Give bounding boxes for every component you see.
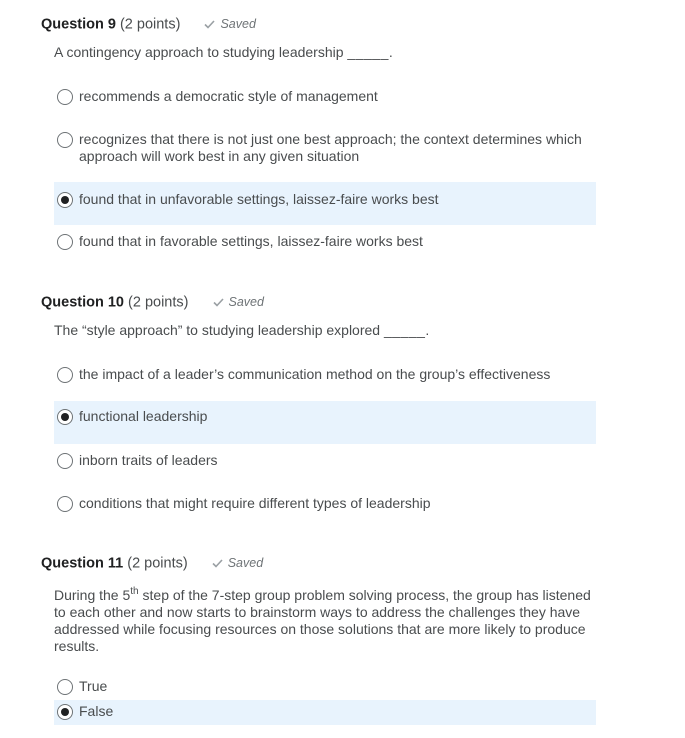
answer-option[interactable] [54,228,596,258]
answer-option[interactable] [54,82,596,112]
option-label: conditions that might require different types of leadership [79,495,431,511]
saved-label: Saved [220,17,256,31]
question-prompt [54,322,599,339]
question-points: (2 points) [119,16,181,33]
prompt-blank: _____. [347,44,394,60]
radio-button[interactable] [57,132,73,148]
question-prompt [54,587,599,655]
question-title: Question 11 [41,555,124,572]
checkmark-icon [204,20,215,29]
checkmark-icon [212,559,223,568]
checkmark-icon [213,298,224,307]
radio-button[interactable] [57,89,73,105]
question-title: Question 9 [41,16,116,33]
answer-option[interactable] [54,125,596,171]
question-header [41,553,263,574]
prompt-text-start: During the 5 [54,587,131,603]
prompt-text: A contingency approach to studying leadership [54,44,344,60]
radio-button[interactable] [57,234,73,250]
option-label: inborn traits of leaders [79,452,218,468]
option-label: found that in favorable settings, laissez-faire works best [79,233,423,249]
option-label: recommends a democratic style of management [79,88,378,104]
answer-option-selected[interactable] [54,182,596,225]
option-label: True [79,678,108,694]
saved-label: Saved [227,556,264,570]
option-label: recognizes that there is not just one best approach; the context determines which approach will work best in any given situation [79,131,582,164]
question-header [41,14,256,35]
answer-option[interactable] [54,489,596,519]
prompt-text: The “style approach” to studying leadership explored [54,322,381,338]
saved-status [204,14,255,34]
answer-option-selected[interactable] [54,401,596,444]
question-title: Question 10 [41,294,124,311]
saved-status [212,553,263,573]
question-points: (2 points) [128,294,189,311]
question-points: (2 points) [127,555,188,572]
option-label: the impact of a leader’s communication method on the group’s effectiveness [79,366,551,382]
answer-option[interactable] [54,676,596,698]
prompt-text-rest: step of the 7-step group problem solving process, the group has listened to each other and now starts to brainstorm ways to address the challenges they have addressed while focusing resources on those solutions that are more likely to produce results. [54,587,591,654]
radio-button[interactable] [57,679,73,695]
radio-button-checked[interactable] [57,409,73,425]
radio-button-checked[interactable] [57,704,73,720]
radio-button[interactable] [57,453,73,469]
radio-button[interactable] [57,367,73,383]
radio-button-checked[interactable] [57,192,73,208]
option-label: False [79,703,114,719]
answer-option-selected[interactable] [54,700,596,725]
option-label: found that in unfavorable settings, laissez-faire works best [79,191,439,207]
answer-option[interactable] [54,360,596,390]
answer-option[interactable] [54,446,596,476]
prompt-superscript: th [130,586,139,597]
question-header [41,292,264,313]
prompt-blank: _____. [383,322,430,338]
saved-status [213,292,264,312]
option-label: functional leadership [79,408,208,424]
radio-button[interactable] [57,496,73,512]
saved-label: Saved [228,295,264,309]
question-prompt [54,44,599,61]
